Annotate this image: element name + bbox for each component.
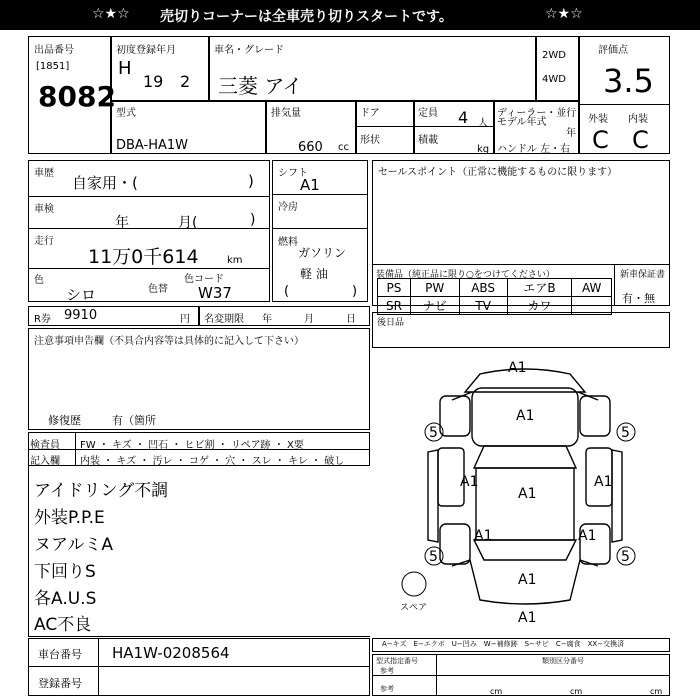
capacity-value: 4 [458, 108, 469, 127]
inspection-close: ) [250, 212, 256, 228]
capacity-unit: 人 [478, 118, 488, 129]
inspection-label: 車検 [34, 204, 54, 215]
dmg-hood: A1 [516, 408, 535, 424]
equip-label: 装備品（純正品に限り○をつけてください） [376, 270, 555, 280]
tire-front-left: 5 [429, 425, 438, 441]
tire-rear-right: 5 [621, 549, 630, 565]
equip-sr: SR [378, 297, 411, 315]
fuel-paren-open: ( [284, 284, 290, 299]
dmg-rear-bumper: A1 [518, 610, 537, 626]
note-line-6: AC不良 [34, 615, 92, 635]
color-label: 色 [34, 275, 44, 286]
equip-ps: PS [378, 279, 411, 297]
equip-pw: PW [410, 279, 459, 297]
spare-label: スペア [400, 603, 428, 613]
banner-stars-right: ☆★☆ [545, 6, 583, 22]
note-line-5: 各A.U.S [34, 589, 97, 609]
note-line-3: ヌアルミA [34, 535, 113, 555]
color-change-label: 色替 [148, 284, 168, 295]
cm-2: cm [570, 687, 583, 696]
recycle-label: R券 [34, 314, 51, 325]
car-diagram [380, 352, 670, 627]
history-close: ) [248, 172, 254, 190]
shift-value: A1 [300, 176, 320, 194]
first-reg-era: H [118, 58, 132, 79]
cm-3: cm [650, 687, 663, 696]
dmg-roof: A1 [518, 486, 537, 502]
history-value: 自家用・( [72, 174, 138, 192]
legend-text: A−キズ E−エクボ U−凹み W−補修跡 S−サビ C−腐食 XX−交換済 [382, 640, 625, 648]
recycle-unit: 円 [180, 314, 190, 325]
tire-front-right: 5 [621, 425, 630, 441]
inspector-row2: 内装 ・ キズ ・ 汚レ ・ コゲ ・ 穴 ・ スレ ・ キレ ・ 破し [80, 456, 345, 467]
equip-abs: ABS [459, 279, 507, 297]
first-reg-month: 2 [180, 72, 191, 91]
mileage-unit: km [227, 255, 243, 266]
shape-label: 形状 [360, 135, 380, 146]
int-grade: C [632, 126, 649, 154]
color-code: W37 [198, 284, 232, 302]
banner-stars-left: ☆★☆ [92, 6, 130, 22]
disp-label: 排気量 [271, 108, 301, 119]
banner-text: 売切りコーナーは全車売り切りスタートです。 [160, 9, 453, 25]
dmg-left-rear: A1 [474, 528, 493, 544]
type-approval-label: 型式指定番号 [376, 657, 418, 665]
repair-label: 修復歴 [48, 414, 81, 427]
equip-new-value: 有・無 [622, 292, 655, 305]
equip-navi: ナビ [410, 297, 459, 315]
inspection-year: 年 [115, 215, 129, 231]
score-value: 3.5 [603, 62, 654, 100]
load-unit: kg [477, 144, 490, 155]
color-value: シロ [66, 286, 97, 304]
fuel-label: 燃料 [278, 237, 298, 248]
color-code-label: 色コード [184, 274, 224, 285]
ext-label: 外装 [588, 114, 608, 125]
lot-number: 8082 [38, 80, 116, 113]
fuel-paren-close: ) [352, 284, 358, 299]
lot-sub: [1851] [36, 61, 70, 72]
dmg-right-rear: A1 [578, 528, 597, 544]
ext-grade: C [592, 126, 609, 154]
model-year-label: モデル年式 [497, 117, 547, 128]
drive-4wd: 4WD [542, 74, 566, 85]
model-label: 型式 [116, 108, 136, 119]
doors-label: ドア [360, 108, 380, 119]
inspector-row1: FW ・ キズ ・ 凹石 ・ ヒビ割 ・ リペア跡 ・ X要 [80, 440, 304, 451]
fee-month: 月 [304, 314, 314, 325]
mileage-value: 11万0千614 [88, 246, 199, 268]
capacity-label: 定員 [418, 108, 438, 119]
dmg-front-bumper: A1 [508, 360, 527, 376]
note-line-4: 下回りS [34, 562, 96, 582]
ac-label: 冷房 [278, 202, 298, 213]
fee-label: 名変期限 [204, 314, 244, 325]
dmg-right-side: A1 [594, 474, 613, 490]
lot-label: 出品番号 [34, 45, 74, 56]
category-label: 類別区分番号 [542, 657, 584, 665]
later-section [372, 312, 670, 348]
drive-2wd: 2WD [542, 50, 566, 61]
fee-day: 日 [346, 314, 356, 325]
note-line-2: 外装P.P.E [34, 508, 105, 528]
dmg-left-side: A1 [460, 474, 479, 490]
history-label: 車歴 [34, 168, 54, 179]
fuel-diesel: 軽 油 [300, 267, 328, 281]
disp-value: 660 [298, 140, 323, 155]
repair-value: 有（箇所 [112, 414, 156, 427]
notes-label: 注意事項申告欄（不具合内容等は具体的に記入して下さい） [34, 336, 304, 347]
chassis-value: HA1W-0208564 [112, 644, 230, 662]
equip-leather: カワ [507, 297, 572, 315]
fee-year: 年 [262, 314, 272, 325]
equip-grid [377, 278, 612, 315]
handle-label: ハンドル 左・右 [497, 144, 571, 155]
car-label: 車名・グレード [214, 45, 284, 56]
cm-1: cm [490, 687, 503, 696]
dealer-label: ディーラー・並行 [497, 108, 577, 119]
model-value: DBA-HA1W [116, 138, 189, 153]
registration-label: 登録番号 [38, 677, 82, 690]
dmg-trunk: A1 [518, 572, 537, 588]
inspector-label2: 記入欄 [30, 456, 60, 467]
ref-label-1: 参考 [380, 667, 394, 675]
load-label: 積載 [418, 135, 438, 146]
sales-point-label: セールスポイント（正常に機能するものに限ります） [378, 167, 618, 178]
chassis-label: 車台番号 [38, 648, 82, 661]
equip-tv: TV [459, 297, 507, 315]
banner [0, 0, 700, 30]
car-value: 三菱 アイ [218, 74, 303, 98]
first-reg-label: 初度登録年月 [116, 45, 176, 56]
first-reg-year: 19 [143, 72, 164, 91]
inspection-month: 月( [178, 215, 198, 231]
int-label: 内装 [628, 114, 648, 125]
recycle-value: 9910 [64, 308, 98, 323]
inspector-label1: 検査員 [30, 440, 60, 451]
fuel-gas: ガソリン [298, 246, 347, 260]
equip-aw: AW [572, 279, 612, 297]
equip-new-label: 新車保証書 [620, 270, 666, 280]
year-unit: 年 [566, 128, 576, 139]
later-label: 後日品 [377, 318, 405, 328]
note-line-1: アイドリング不調 [34, 481, 169, 501]
shift-label: シフト [278, 168, 308, 179]
equip-airbag: エアB [507, 279, 572, 297]
score-label: 評価点 [598, 45, 628, 56]
tire-rear-left: 5 [429, 549, 438, 565]
ref-label-2: 参考 [380, 685, 394, 693]
mileage-label: 走行 [34, 236, 54, 247]
disp-unit: cc [338, 142, 349, 153]
